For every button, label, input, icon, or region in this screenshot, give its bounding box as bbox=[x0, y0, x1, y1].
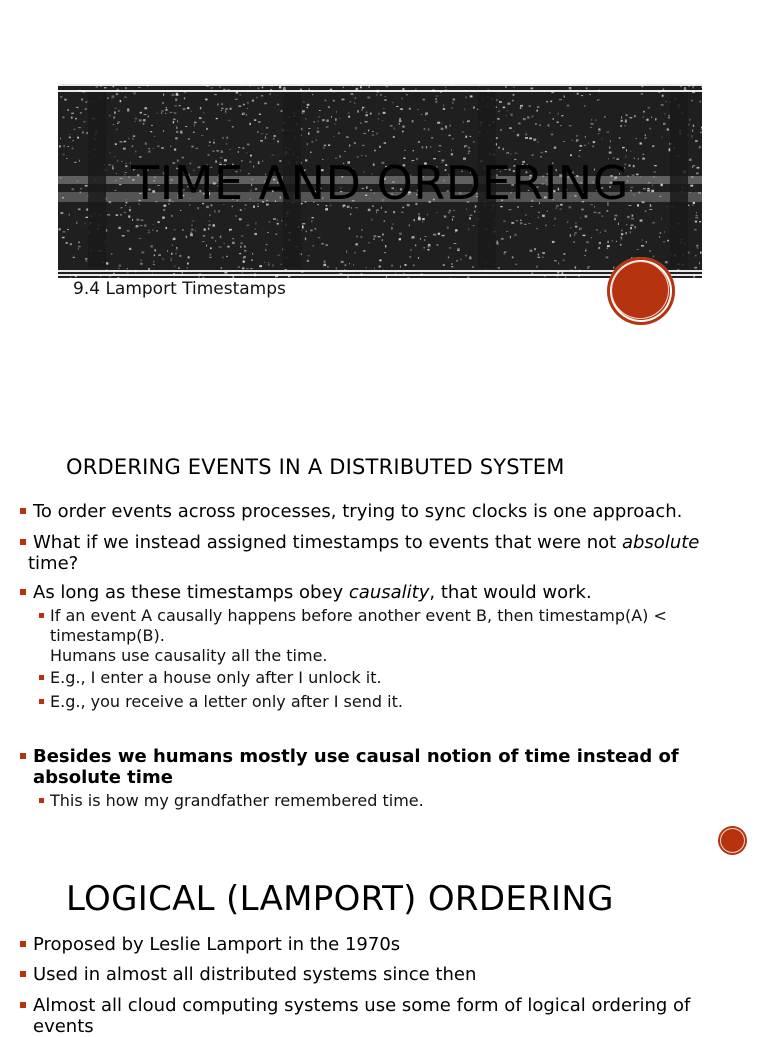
bullet-text: absolute time bbox=[33, 767, 753, 788]
bullet-text: To order events across processes, trying to sync clocks is one approach. bbox=[33, 501, 682, 522]
bullet-text: Almost all cloud computing systems use some form of logical ordering of bbox=[33, 995, 753, 1016]
sub-list-item bbox=[50, 606, 750, 666]
list-item bbox=[33, 995, 753, 1037]
list-item bbox=[33, 964, 753, 985]
slide3-title: LOGICAL (LAMPORT) ORDERING bbox=[66, 879, 614, 919]
slide1-subtitle: 9.4 Lamport Timestamps bbox=[73, 279, 286, 299]
sub-list-item bbox=[50, 791, 750, 811]
list-item bbox=[33, 746, 753, 788]
list-item bbox=[33, 934, 753, 955]
slide1-title: TIME AND ORDERING bbox=[0, 155, 760, 211]
bullet-text: events bbox=[33, 1016, 753, 1037]
bullet-text-cont: , that would work. bbox=[429, 582, 591, 603]
list-item bbox=[33, 501, 753, 522]
sub-bullet-text: E.g., I enter a house only after I unlock it. bbox=[50, 668, 382, 687]
list-item bbox=[33, 582, 753, 603]
bullet-text: What if we instead assigned timestamps to events that were not bbox=[33, 532, 622, 553]
sub-bullet-line: timestamp(B). bbox=[50, 626, 750, 646]
sub-bullet-line: If an event A causally happens before another event B, then timestamp(A) < bbox=[50, 606, 750, 626]
decorative-circle-icon bbox=[718, 826, 747, 855]
bullet-text: Besides we humans mostly use causal notion of time instead of bbox=[33, 746, 753, 767]
bullet-text: Proposed by Leslie Lamport in the 1970s bbox=[33, 934, 400, 955]
decorative-circle-icon bbox=[607, 257, 675, 325]
list-item bbox=[33, 532, 753, 574]
sub-bullet-text: E.g., you receive a letter only after I send it. bbox=[50, 692, 403, 711]
bullet-text: As long as these timestamps obey bbox=[33, 582, 349, 603]
bullet-emphasis: absolute bbox=[622, 532, 699, 553]
sub-list-item bbox=[50, 668, 750, 688]
bullet-text: Used in almost all distributed systems since then bbox=[33, 964, 476, 985]
bullet-emphasis: causality bbox=[349, 582, 429, 603]
sub-bullet-text: This is how my grandfather remembered time. bbox=[50, 791, 424, 810]
bullet-text-cont: time? bbox=[28, 553, 78, 574]
sub-list-item bbox=[50, 692, 750, 712]
sub-bullet-line: Humans use causality all the time. bbox=[50, 646, 750, 666]
slide2-title: ORDERING EVENTS IN A DISTRIBUTED SYSTEM bbox=[66, 455, 565, 479]
